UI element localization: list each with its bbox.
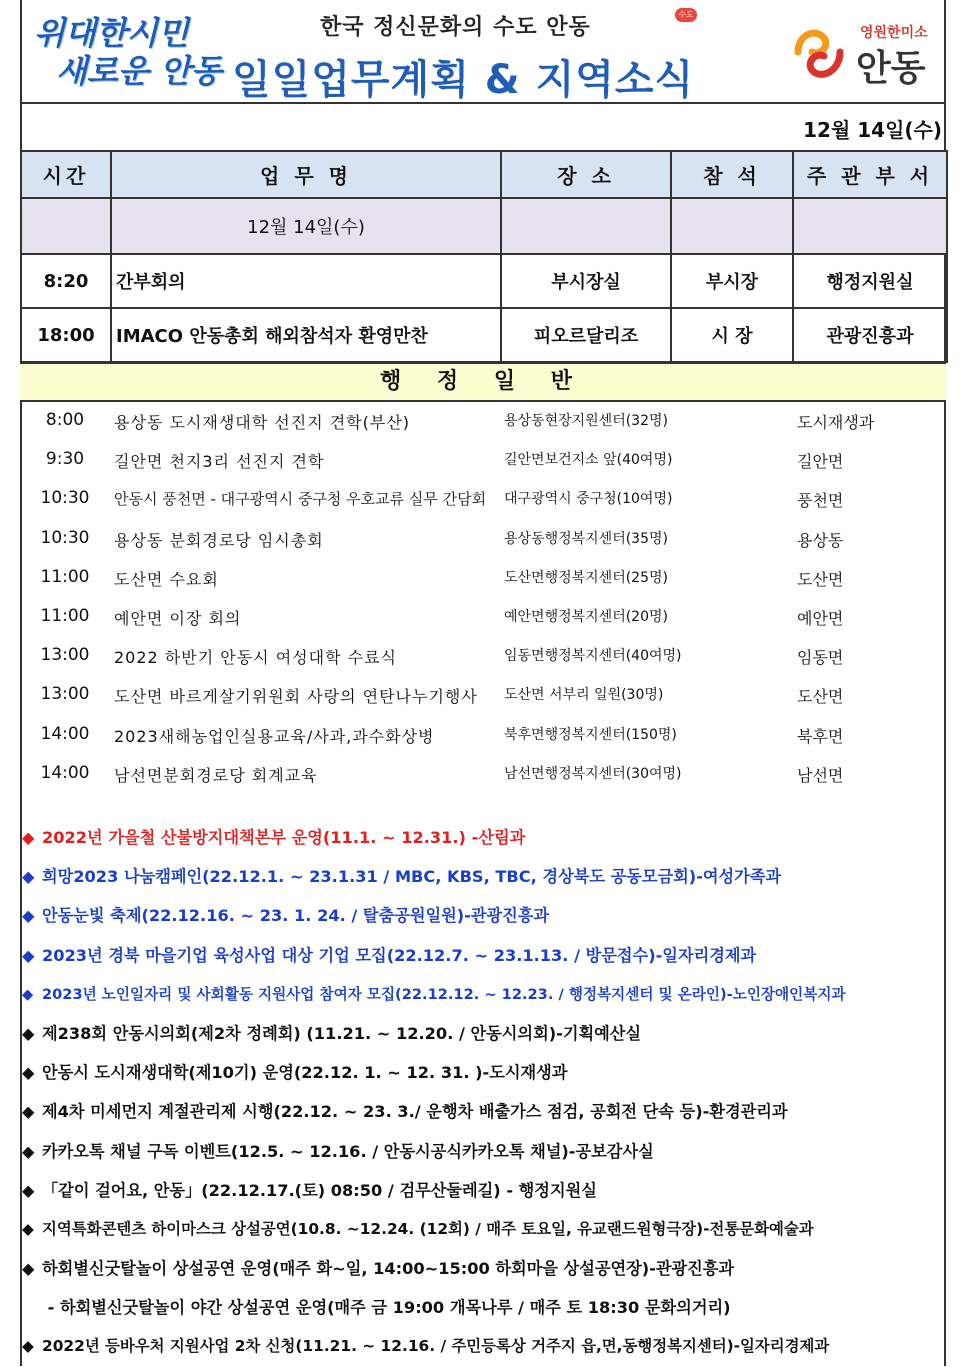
schedule-task: IMACO 안동총회 해외참석자 환영만찬 [111, 308, 501, 362]
col-header-task: 업 무 명 [111, 151, 501, 198]
notice-item: ◆ 안동시 도시재생대학(제10기) 운영(22.12. 1. ~ 12. 31. )-도시재생과 [22, 1053, 944, 1092]
diamond-bullet-icon: ◆ [22, 828, 35, 847]
andong-logo-icon [790, 22, 848, 84]
admin-section-title: 행 정 일 반 [20, 362, 946, 402]
notice-item: ◆ 2023년 노인일자리 및 사회활동 지원사업 참여자 모집(22.12.12. ~ 12.23. / 행정복지센터 및 온라인)-노인장애인복지과 [22, 975, 944, 1014]
col-header-time: 시간 [21, 151, 111, 198]
diamond-bullet-icon: ◆ [22, 1259, 35, 1279]
report-date: 12월 14일(수) [803, 118, 942, 142]
logo-name: 안동 [856, 48, 926, 89]
list-item: 10:30 안동시 풍천면 - 대구광역시 중구청 우호교류 실무 간담회 대구광역시 중구청(10여명) 풍천면 [40, 488, 844, 511]
list-item: 14:00 남선면분회경로당 회계교육 남선면행정복지센터(30여명) 남선면 [40, 762, 844, 785]
list-item: 13:00 도산면 바르게살기위원회 사랑의 연탄나누기행사 도산면 서부리 일원(30명) 도산면 [40, 684, 844, 707]
diamond-bullet-icon: ◆ [22, 1337, 34, 1356]
admin-list [22, 402, 944, 794]
diamond-bullet-icon: ◆ [22, 1102, 35, 1122]
schedule-place: 피오르달리조 [501, 308, 671, 362]
list-item: 9:30 길안면 천지3리 선진지 견학 길안면보건지소 앞(40여명) 길안면 [45, 449, 844, 472]
schedule-task: 간부회의 [111, 254, 501, 308]
diamond-bullet-icon: ◆ [22, 1063, 35, 1083]
diamond-bullet-icon: ◆ [22, 906, 35, 926]
schedule-date-row [21, 198, 947, 254]
list-item: 11:00 도산면 수요회 도산면행정복지센터(25명) 도산면 [40, 566, 844, 589]
notice-item: ◆ 제4차 미세먼지 계절관리제 시행(22.12. ~ 23. 3./ 운행차 배출가스 점검, 공회전 단속 등)-환경관리과 [22, 1092, 944, 1131]
diamond-bullet-icon: ◆ [22, 945, 35, 965]
notice-item: ◆ 지역특화콘텐츠 하이마스크 상설공연(10.8. ~12.24. (12회) / 매주 토요일, 유교랜드원형극장)-전통문화예술과 [22, 1210, 944, 1249]
schedule-place: 부시장실 [501, 254, 671, 308]
list-item: 14:00 2023새해농업인실용교육/사과,과수화상병 북후면행정복지센터(150명) 북후면 [40, 723, 844, 746]
logo-tagline: 영원한미소 [860, 25, 928, 41]
page-title: 일일업무계획 & 지역소식 [232, 57, 695, 103]
schedule-time: 8:20 [21, 254, 111, 308]
diamond-bullet-icon: ◆ [22, 1219, 34, 1238]
notice-item: ◆ 카카오톡 채널 구독 이벤트(12.5. ~ 12.16. / 안동시공식카카오톡 채널)-공보감사실 [22, 1132, 944, 1171]
schedule-attendee: 시 장 [671, 308, 793, 362]
notice-item: ◆ 하회별신굿탈놀이 상설공연 운영(매주 화~일, 14:00~15:00 하회마을 상설공연장)-관광진흥과 [22, 1249, 944, 1288]
list-item: 8:00 용상동 도시재생대학 선진지 견학(부산) 용상동현장지원센터(32명) 도시재생과 [45, 410, 875, 432]
col-header-dept: 주 관 부 서 [793, 151, 947, 198]
schedule-attendee: 부시장 [671, 254, 793, 308]
header-subtitle: 한국 정신문화의 수도 안동 [320, 15, 591, 40]
schedule-dept: 행정지원실 [793, 254, 947, 308]
capital-mark-icon: 수도 [675, 8, 697, 22]
notice-item: ◆ 제238회 안동시의회(제2차 정례회) (11.21. ~ 12.20. / 안동시의회)-기획예산실 [22, 1014, 944, 1053]
notice-subitem: - 하회별신굿탈놀이 야간 상설공연 운영(매주 금 19:00 개목나루 / 매주 토 18:30 문화의거리) [42, 1298, 731, 1318]
notice-item: ◆ 희망2023 나눔캠페인(22.12.1. ~ 23.1.31 / MBC, KBS, TBC, 경상북도 공동모금회)-여성가족과 [22, 857, 944, 896]
schedule-dept: 관광진흥과 [793, 308, 947, 362]
schedule-row [21, 308, 947, 362]
diamond-bullet-icon: ◆ [22, 1180, 35, 1200]
document-header [20, 0, 946, 104]
diamond-bullet-icon: ◆ [22, 1141, 35, 1161]
schedule-date-label: 12월 14일(수) [111, 198, 501, 254]
notice-item: ◆ 안동눈빛 축제(22.12.16. ~ 23. 1. 24. / 탈춤공원일원)-관광진흥과 [22, 896, 944, 935]
col-header-place: 장 소 [501, 151, 671, 198]
list-item: 11:00 예안면 이장 회의 예안면행정복지센터(20명) 예안면 [40, 605, 844, 628]
col-header-attendee: 참 석 [671, 151, 793, 198]
list-item: 13:00 2022 하반기 안동시 여성대학 수료식 임동면행정복지센터(40여명) 임동면 [40, 645, 844, 668]
notice-item: ◆ 2023년 경북 마을기업 육성사업 대상 기업 모집(22.12.7. ~ 23.1.13. / 방문접수)-일자리경제과 [22, 936, 944, 975]
list-item: 10:30 용상동 분회경로당 임시총회 용상동행정복지센터(35명) 용상동 [40, 527, 844, 550]
notice-item: ◆ 2022년 가을철 산불방지대책본부 운영(11.1. ~ 12.31.) -산림과 [22, 818, 944, 857]
diamond-bullet-icon: ◆ [22, 1023, 35, 1043]
slogan-logo: 위대한시민 새로운 안동 [34, 14, 222, 90]
notice-item: ◆ 「같이 걸어요, 안동」(22.12.17.(토) 08:50 / 검무산둘레길) - 행정지원실 [22, 1171, 944, 1210]
diamond-bullet-icon: ◆ [22, 867, 35, 887]
schedule-time: 18:00 [21, 308, 111, 362]
diamond-bullet-icon: ◆ [22, 985, 34, 1003]
notice-list [22, 818, 944, 1367]
schedule-row [21, 254, 947, 308]
notice-item: ◆ 2022년 등바우처 지원사업 2차 신청(11.21. ~ 12.16. / 주민등록상 거주지 읍,면,동행정복지센터)-일자리경제과 [22, 1327, 944, 1366]
schedule-table [20, 150, 948, 363]
schedule-header-row [21, 151, 947, 198]
date-row [20, 104, 946, 152]
